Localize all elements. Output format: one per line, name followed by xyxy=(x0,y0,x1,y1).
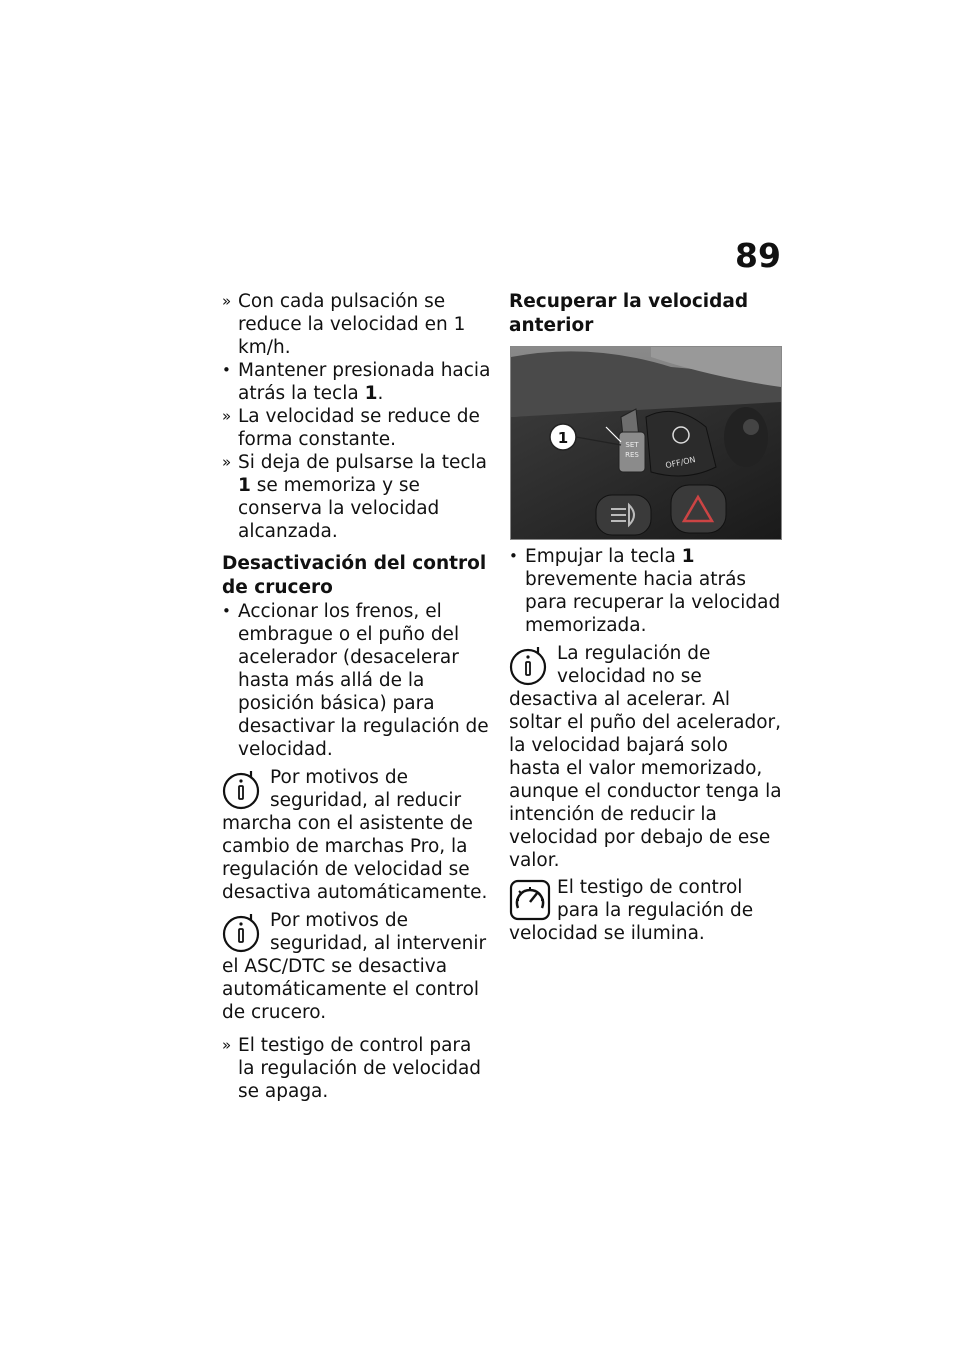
info-icon xyxy=(222,768,266,812)
note-text: Por motivos de seguridad, al intervenir el ASC/DTC se desactiva automáticamente el control de crucero. xyxy=(222,910,487,1023)
set-label: SET xyxy=(625,441,639,449)
list-item xyxy=(222,290,492,359)
item-text: Empujar la tecla xyxy=(525,546,682,567)
handlebar-photo xyxy=(510,346,782,540)
section-heading: Desactivación del control de crucero xyxy=(222,553,487,598)
item-text: El testigo de control para la regulación de velocidad se apaga. xyxy=(238,1035,482,1102)
list-item xyxy=(222,1034,492,1103)
item-text: Accionar los frenos, el embrague o el puño del acelerador (desacelerar hasta más allá de la posición básica) para desactivar la regulación de velocidad. xyxy=(238,601,489,760)
item-text: se memoriza y se conserva la velocidad alcanzada. xyxy=(238,475,440,542)
key-number: 1 xyxy=(681,546,695,567)
list-item xyxy=(222,405,492,451)
note-text: La regulación de velocidad no se desactiva al acelerar. Al soltar el puño del acelerador, la velocidad bajará solo hasta el valor memorizado, aunque el conductor tenga la intención de reducir la velocidad por debajo de ese valor. xyxy=(509,643,782,871)
info-note xyxy=(509,642,783,872)
right-column xyxy=(509,290,783,945)
key-number: 1 xyxy=(238,475,251,496)
key-number: 1 xyxy=(364,383,378,404)
bullet-marker: • xyxy=(222,361,231,379)
result-marker: » xyxy=(222,1036,232,1054)
list-item xyxy=(222,451,492,543)
item-text: La velocidad se reduce de forma constante. xyxy=(238,406,480,450)
off-on-label: OFF/ON xyxy=(664,454,697,471)
item-text: Mantener presionada hacia atrás la tecla xyxy=(238,360,491,404)
callout-1: 1 xyxy=(557,429,569,447)
result-marker: » xyxy=(222,453,232,471)
item-text: . xyxy=(377,383,384,404)
list-item xyxy=(509,545,783,637)
left-column xyxy=(222,290,492,1103)
bullet-marker: • xyxy=(222,602,231,620)
indicator-note xyxy=(509,876,783,945)
item-text: Si deja de pulsarse la tecla xyxy=(238,452,487,473)
item-text: brevemente hacia atrás para recuperar la velocidad memorizada. xyxy=(525,569,781,636)
res-label: RES xyxy=(625,451,639,459)
info-icon xyxy=(509,644,553,688)
result-marker: » xyxy=(222,292,232,310)
bullet-marker: • xyxy=(509,547,518,565)
info-icon xyxy=(222,911,266,955)
page-number: 89 xyxy=(735,236,781,275)
info-note xyxy=(222,766,492,904)
result-marker: » xyxy=(222,407,232,425)
section-heading: Recuperar la velocidad anterior xyxy=(509,291,749,336)
list-item xyxy=(222,600,492,761)
cruise-control-indicator-icon xyxy=(509,878,553,922)
info-note xyxy=(222,909,492,1024)
note-text: Por motivos de seguridad, al reducir marcha con el asistente de cambio de marchas Pro, la regulación de velocidad se desactiva automáticamente. xyxy=(222,767,488,903)
item-text: Con cada pulsación se reduce la velocidad en 1 km/h. xyxy=(238,291,466,358)
list-item xyxy=(222,359,492,405)
note-text: El testigo de control para la regulación de velocidad se ilumina. xyxy=(509,877,754,944)
